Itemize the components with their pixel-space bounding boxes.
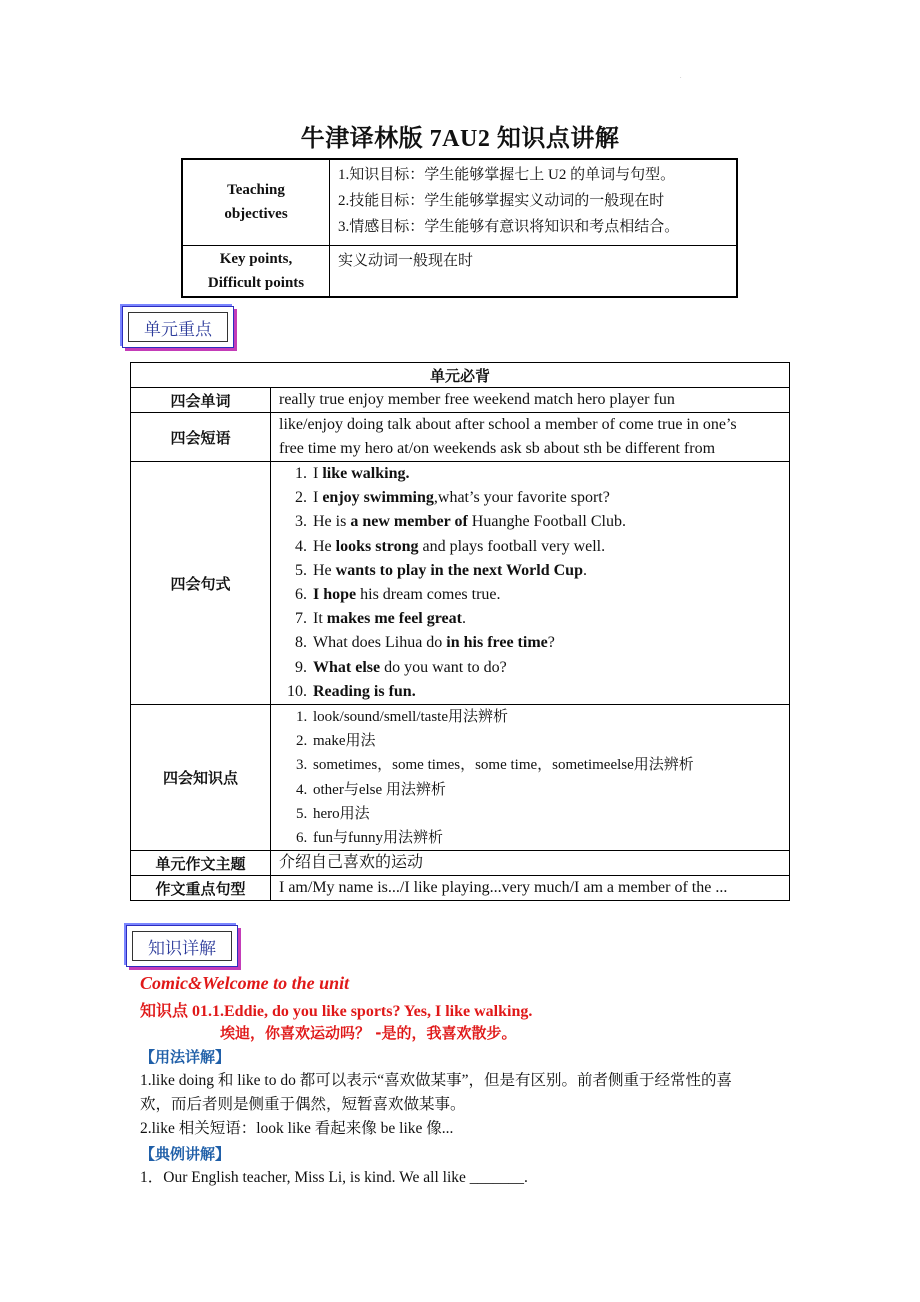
sentence-item: 7. It makes me feel great. <box>311 607 781 631</box>
sentence-item: 6. I hope his dream comes true. <box>311 583 781 607</box>
sentence-item: 4. He looks strong and plays football very well. <box>311 535 781 559</box>
teaching-objectives-text <box>330 159 738 245</box>
sentence-item: 2. I enjoy swimming,what’s your favorite sport? <box>311 486 781 510</box>
objective-line: 3.情感目标：学生能够有意识将知识和考点相结合。 <box>338 219 680 235</box>
usage-paragraph-2: 2.like 相关短语：look like 看起来像 be like 像... <box>140 1120 454 1137</box>
sentence-item: 3. He is a new member of Huanghe Football Club. <box>311 510 781 534</box>
topic-text: 介绍自己喜欢的运动 <box>271 851 790 876</box>
objective-line: 2.技能目标：学生能够掌握实义动词的一般现在时 <box>338 193 665 209</box>
knowledge-detail-tag: 知识详解 <box>126 925 238 967</box>
knowledge-list <box>279 705 781 850</box>
knowledge-item: 3. sometimes，some times，some time，sometimeelse用法辨析 <box>311 753 781 777</box>
objective-line: 1.知识目标：学生能够掌握七上 U2 的单词与句型。 <box>338 167 676 183</box>
sentence-label: 四会句式 <box>131 462 271 705</box>
pattern-text: I am/My name is.../I like playing...very much/I am a member of the ... <box>271 876 790 901</box>
key-points-text: 实义动词一般现在时 <box>330 245 738 297</box>
corner-mark: . <box>680 74 682 80</box>
sentence-item: 10. Reading is fun. <box>311 680 781 704</box>
knowledge-item: 1. look/sound/smell/taste用法辨析 <box>311 705 781 729</box>
objectives-table <box>181 158 738 298</box>
example-question-1: 1．Our English teacher, Miss Li, is kind. We all like _______. <box>140 1169 528 1186</box>
knowledge-item: 2. make用法 <box>311 729 781 753</box>
sentence-item: 1. I like walking. <box>311 462 781 486</box>
topic-label: 单元作文主题 <box>131 851 271 876</box>
knowledge-item: 5. hero用法 <box>311 802 781 826</box>
vocab-text: really true enjoy member free weekend match hero player fun <box>271 388 790 413</box>
comic-heading: Comic&Welcome to the unit <box>140 973 350 993</box>
knowledge-point-title: 知识点 01.1.Eddie, do you like sports? Yes, I like walking. <box>140 1003 533 1020</box>
unit-table-header: 单元必背 <box>131 363 790 388</box>
key-points-label: Key points, Difficult points <box>182 245 330 297</box>
example-heading: 【典例讲解】 <box>140 1145 231 1163</box>
phrase-label: 四会短语 <box>131 413 271 462</box>
page-title: 牛津译林版 7AU2 知识点讲解 <box>300 126 620 152</box>
sentence-item: 8. What does Lihua do in his free time? <box>311 631 781 655</box>
unit-table <box>130 362 790 901</box>
knowledge-label: 四会知识点 <box>131 705 271 851</box>
knowledge-item: 6. fun与funny用法辨析 <box>311 826 781 850</box>
usage-paragraph-1: 1.like doing 和 like to do 都可以表示“喜欢做某事”，但是有区别。前者侧重于经常性的喜 欢，而后者则是侧重于偶然，短暂喜欢做某事。 <box>140 1072 732 1113</box>
pattern-label: 作文重点句型 <box>131 876 271 901</box>
sentence-list-cell <box>271 462 790 705</box>
usage-heading: 【用法详解】 <box>140 1048 231 1066</box>
vocab-label: 四会单词 <box>131 388 271 413</box>
sentence-item: 9. What else do you want to do? <box>311 656 781 680</box>
unit-key-points-tag: 单元重点 <box>122 306 234 348</box>
knowledge-list-cell <box>271 705 790 851</box>
phrase-text: like/enjoy doing talk about after school a member of come true in one’s free time my hero at/on weekends ask sb about sth be different from <box>271 413 790 462</box>
sentence-list <box>279 462 781 704</box>
knowledge-item: 4. other与else 用法辨析 <box>311 778 781 802</box>
sentence-item: 5. He wants to play in the next World Cup. <box>311 559 781 583</box>
knowledge-point-translation: 埃迪，你喜欢运动吗？ -是的，我喜欢散步。 <box>220 1024 517 1042</box>
teaching-objectives-label: Teaching objectives <box>182 159 330 245</box>
